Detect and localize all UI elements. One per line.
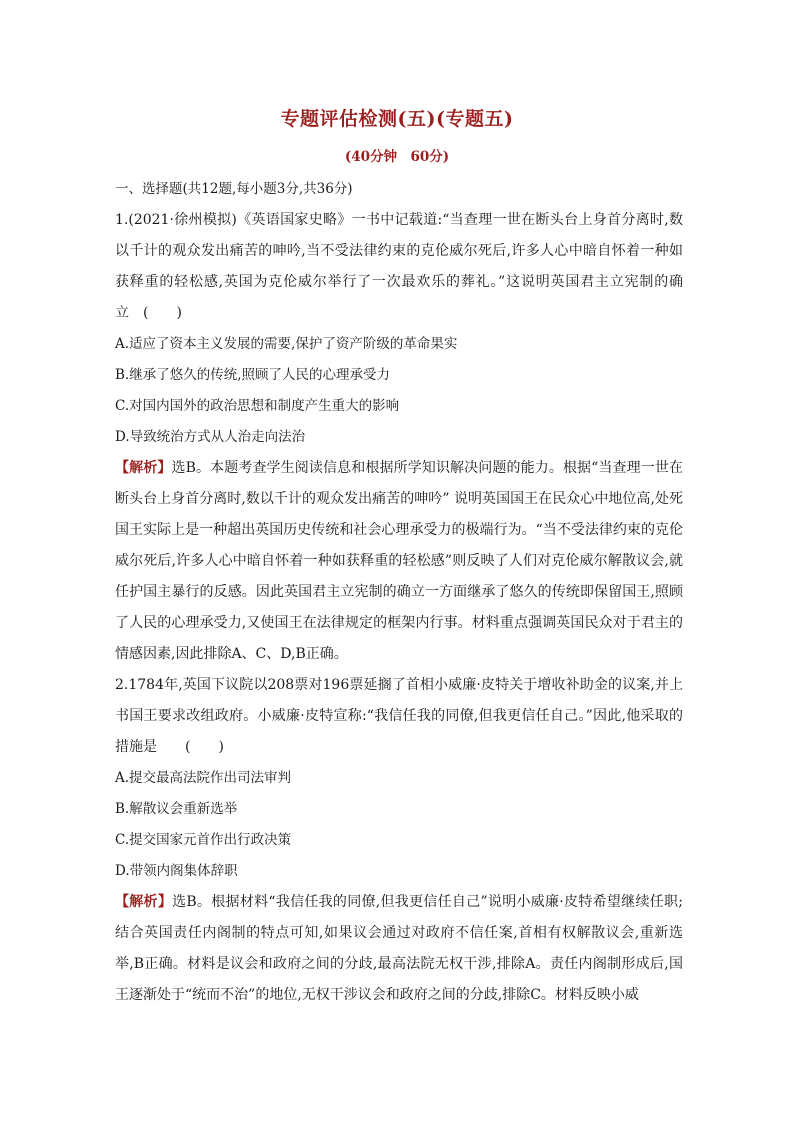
document-body xyxy=(115,174,683,1011)
option-c: C.对国内国外的政治思想和制度产生重大的影响 xyxy=(115,398,400,414)
option-c: C.提交国家元首作出行政决策 xyxy=(115,832,292,848)
option-d: D.导致统治方式从人治走向法治 xyxy=(115,429,306,445)
explanation-tag: 【解析】 xyxy=(115,460,172,476)
explanation-text: 选B。根据材料“我信任我的同僚,但我更信任自己”说明小威廉·皮特希望继续任职;结合英国责任内阁制的特点可知,如果议会通过对政府不信任案,首相有权解散议会,重新选举,B正确。材料是议会和政府之间的分歧,最高法院无权干涉,排除A。责任内阁制形成后,国王逐渐处于“统而不治”的地位,无权干涉议会和政府之间的分歧,排除C。材料反映小威 xyxy=(115,894,684,1003)
question-stem xyxy=(115,670,683,763)
option-b: B.继承了悠久的传统,照顾了人民的心理承受力 xyxy=(115,367,391,383)
option-d: D.带领内阁集体辞职 xyxy=(115,863,238,879)
question-1 xyxy=(115,205,683,670)
question-stem-text: 2.1784年,英国下议院以208票对196票延搁了首相小威廉·皮特关于增收补助金的议案,并上书国王要求改组政府。小威廉·皮特宣称:“我信任我的同僚,但我更信任自己。”因此,他采取的措施是 xyxy=(115,677,683,755)
page-subtitle: (40分钟 60分) xyxy=(344,149,450,165)
page-title: 专题评估检测(五)(专题五) xyxy=(280,108,514,130)
answer-blank: ( ) xyxy=(129,305,182,321)
explanation-tag: 【解析】 xyxy=(115,894,173,910)
section-heading: 一、选择题(共12题,每小题3分,共36分) xyxy=(115,181,353,197)
question-stem xyxy=(115,205,683,329)
explanation-text: 选B。本题考查学生阅读信息和根据所学知识解决问题的能力。根据“当查理一世在断头台上身首分离时,数以千计的观众发出痛苦的呻吟” 说明英国国王在民众心中地位高,处死国王实际上是一种超出英国历史传统和社会心理承受力的极端行为。“当不受法律约束的克伦威尔死后,许多人心中暗自怀着一种如获释重的轻松感”则反映了人们对克伦威尔解散议会,就任护国主暴行的反感。因此英国君主立宪制的确立一方面继承了悠久的传统即保留国王,照顾了人民的心理承受力,又使国王在法律规定的框架内行事。材料重点强调英国民众对于君主的情感因素,因此排除A、C、D,B正确。 xyxy=(115,460,684,662)
option-a: A.适应了资本主义发展的需要,保护了资产阶级的革命果实 xyxy=(115,336,458,352)
option-b: B.解散议会重新选举 xyxy=(115,801,238,817)
option-a: A.提交最高法院作出司法审判 xyxy=(115,770,292,786)
explanation xyxy=(115,887,683,1011)
answer-blank: ( ) xyxy=(157,739,224,755)
question-2 xyxy=(115,670,683,1011)
explanation xyxy=(115,453,683,670)
question-stem-text: 1.(2021·徐州模拟)《英语国家史略》一书中记载道:“当查理一世在断头台上身首分离时,数以千计的观众发出痛苦的呻吟,当不受法律约束的克伦威尔死后,许多人心中暗自怀着一种如获释重的轻松感,英国为克伦威尔举行了一次最欢乐的葬礼。”这说明英国君主立宪制的确立 xyxy=(115,212,683,321)
